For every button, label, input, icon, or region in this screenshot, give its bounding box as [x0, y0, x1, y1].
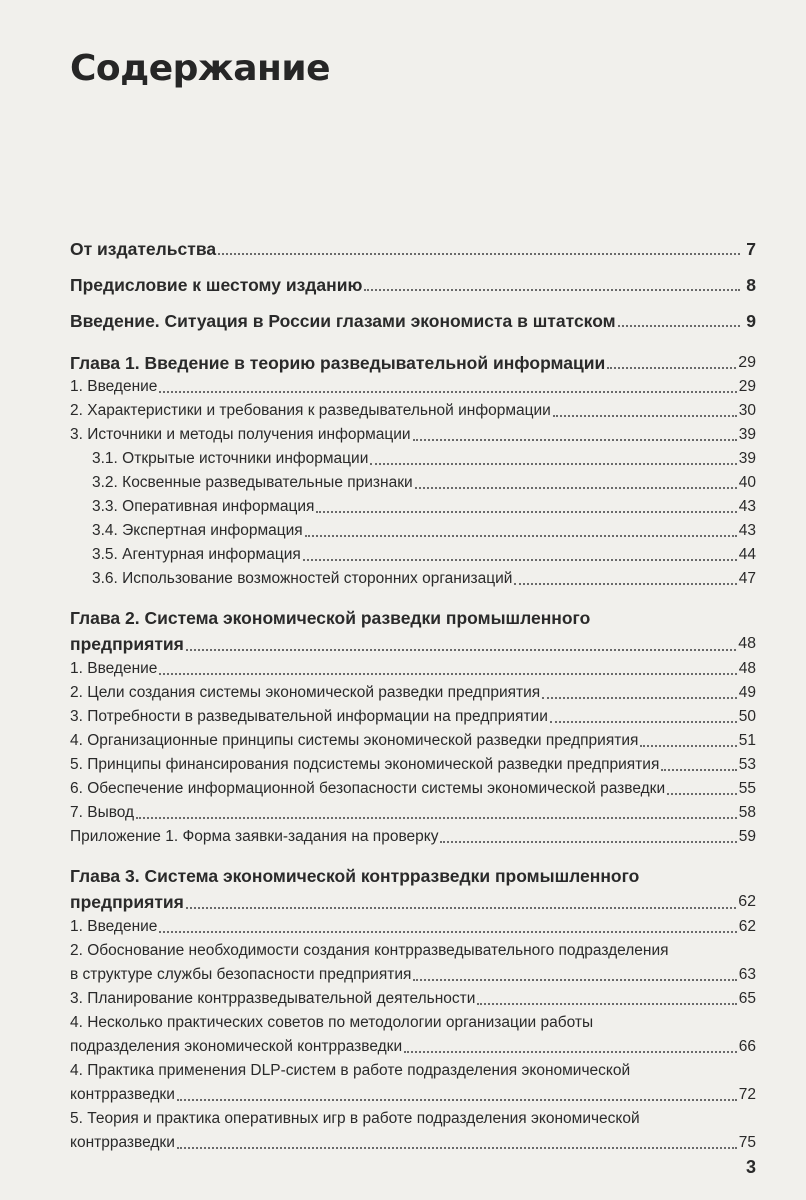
leader-dots [413, 439, 737, 441]
toc-page-number: 48 [738, 660, 756, 677]
toc-entry-text: 4. Несколько практических советов по методологии организации работы [70, 1014, 594, 1031]
toc-subentry[interactable] [70, 471, 756, 495]
chapter-title: Глава 1. Введение в теорию разведывательной информации [70, 353, 606, 373]
toc-subentry[interactable] [70, 567, 756, 591]
toc-page-number: 62 [738, 893, 756, 910]
leader-dots [305, 535, 737, 537]
toc-subentry[interactable] [70, 447, 756, 471]
leader-dots [316, 511, 736, 513]
toc-entry-text: 3.3. Оперативная информация [92, 498, 315, 515]
leader-dots [218, 253, 740, 255]
toc-page-number: 53 [738, 756, 756, 773]
toc-entry-text: контрразведки [70, 1134, 175, 1151]
toc-page-number: 29 [738, 354, 756, 371]
toc-page-number: 48 [738, 635, 756, 652]
toc-page-number: 63 [738, 966, 756, 983]
toc-entry[interactable] [70, 987, 756, 1011]
toc-entry[interactable] [70, 915, 756, 939]
leader-dots [159, 931, 736, 933]
toc-chapter-2[interactable] [70, 605, 756, 657]
leader-dots [370, 463, 736, 465]
toc-entry-appendix[interactable] [70, 825, 756, 849]
leader-dots [186, 907, 736, 909]
toc-page-number: 43 [738, 498, 756, 515]
toc-page-number: 39 [738, 450, 756, 467]
toc-entry-text: 2. Обоснование необходимости создания контрразведывательного подразделения [70, 942, 669, 959]
toc-page-number: 29 [738, 378, 756, 395]
leader-dots [413, 979, 736, 981]
toc-page-number: 40 [738, 474, 756, 491]
toc-page-number: 62 [738, 918, 756, 935]
leader-dots [177, 1099, 737, 1101]
toc-entry-text: 3. Источники и методы получения информации [70, 426, 411, 443]
toc-entry[interactable] [70, 681, 756, 705]
toc-page-number: 50 [738, 708, 756, 725]
toc-page-number: 9 [746, 311, 756, 331]
toc-entry-text: 3. Потребности в разведывательной информации на предприятии [70, 708, 548, 725]
toc-entry-text: 3.1. Открытые источники информации [92, 450, 369, 467]
toc-page-number: 51 [738, 732, 756, 749]
toc-entry-multiline[interactable] [70, 1011, 756, 1059]
chapter-title-line: предприятия [70, 634, 184, 654]
toc-page-number: 58 [738, 804, 756, 821]
leader-dots [303, 559, 737, 561]
toc-page-number: 65 [738, 990, 756, 1007]
toc-page-number: 47 [738, 570, 756, 587]
leader-dots [440, 841, 736, 843]
toc-entry-text: 4. Практика применения DLP-систем в работе подразделения экономической [70, 1062, 631, 1079]
toc-page-number: 72 [738, 1086, 756, 1103]
leader-dots [177, 1147, 737, 1149]
toc-entry-text: 3. Планирование контрразведывательной деятельности [70, 990, 476, 1007]
toc-page-number: 30 [738, 402, 756, 419]
table-of-contents [70, 227, 756, 1155]
toc-entry-text: 1. Введение [70, 378, 158, 395]
toc-entry-text: 3.6. Использование возможностей сторонних организаций [92, 570, 513, 587]
toc-entry[interactable] [70, 753, 756, 777]
toc-page-number: 7 [746, 239, 756, 259]
leader-dots [553, 415, 737, 417]
toc-entry-text: Предисловие к шестому изданию [70, 275, 363, 295]
chapter-title-line: Глава 2. Система экономической разведки промышленного [70, 608, 591, 628]
toc-entry-text: 5. Принципы финансирования подсистемы экономической разведки предприятия [70, 756, 660, 773]
toc-entry[interactable] [70, 423, 756, 447]
toc-entry-text: подразделения экономической контрразведки [70, 1038, 403, 1055]
toc-entry[interactable] [70, 375, 756, 399]
toc-entry[interactable] [70, 399, 756, 423]
leader-dots [661, 769, 736, 771]
toc-front-introduction[interactable] [70, 299, 756, 335]
toc-entry-text: Приложение 1. Форма заявки-задания на проверку [70, 828, 439, 845]
toc-entry-text: 5. Теория и практика оперативных игр в работе подразделения экономической [70, 1110, 640, 1127]
toc-entry-text: 4. Организационные принципы системы экономической разведки предприятия [70, 732, 639, 749]
toc-entry-text: 2. Характеристики и требования к разведывательной информации [70, 402, 551, 419]
leader-dots [640, 745, 736, 747]
toc-page-number: 66 [738, 1038, 756, 1055]
toc-page-number: 75 [738, 1134, 756, 1151]
toc-entry[interactable] [70, 777, 756, 801]
leader-dots [159, 391, 736, 393]
leader-dots [404, 1051, 737, 1053]
leader-dots [607, 367, 736, 369]
toc-front-preface[interactable] [70, 263, 756, 299]
toc-page-number: 55 [738, 780, 756, 797]
chapter-title-line: предприятия [70, 892, 184, 912]
toc-subentry[interactable] [70, 543, 756, 567]
toc-entry-text: 6. Обеспечение информационной безопасности системы экономической разведки [70, 780, 666, 797]
toc-entry-text: 3.5. Агентурная информация [92, 546, 301, 563]
toc-entry[interactable] [70, 657, 756, 681]
toc-page-number: 49 [738, 684, 756, 701]
toc-chapter-3[interactable] [70, 863, 756, 915]
toc-entry-text: 7. Вывод [70, 804, 135, 821]
leader-dots [186, 649, 736, 651]
toc-page-number: 39 [738, 426, 756, 443]
leader-dots [514, 583, 736, 585]
toc-entry-text: в структуре службы безопасности предприятия [70, 966, 412, 983]
leader-dots [477, 1003, 736, 1005]
leader-dots [618, 325, 740, 327]
toc-page-number: 43 [738, 522, 756, 539]
toc-page-number: 59 [738, 828, 756, 845]
toc-entry-text: 3.2. Косвенные разведывательные признаки [92, 474, 413, 491]
leader-dots [159, 673, 736, 675]
toc-subentry[interactable] [70, 495, 756, 519]
toc-entry-text: 2. Цели создания системы экономической разведки предприятия [70, 684, 541, 701]
toc-front-publisher[interactable] [70, 227, 756, 263]
page-number: 3 [745, 1157, 756, 1177]
leader-dots [667, 793, 737, 795]
chapter-title-line: Глава 3. Система экономической контрразведки промышленного [70, 866, 640, 886]
page-title: Содержание [70, 48, 331, 89]
leader-dots [550, 721, 737, 723]
toc-subentry[interactable] [70, 519, 756, 543]
toc-entry-text: 1. Введение [70, 660, 158, 677]
toc-entry-text: Введение. Ситуация в России глазами экономиста в штатском [70, 311, 616, 331]
toc-entry[interactable] [70, 801, 756, 825]
leader-dots [136, 817, 737, 819]
toc-chapter-1[interactable] [70, 351, 756, 375]
toc-entry-text: 3.4. Экспертная информация [92, 522, 303, 539]
toc-entry-multiline[interactable] [70, 1059, 756, 1107]
toc-entry[interactable] [70, 705, 756, 729]
toc-page-number: 8 [746, 275, 756, 295]
toc-entry-text: контрразведки [70, 1086, 175, 1103]
toc-entry-text: 1. Введение [70, 918, 158, 935]
toc-entry-text: От издательства [70, 239, 217, 259]
toc-entry-multiline[interactable] [70, 1107, 756, 1155]
toc-page-number: 44 [738, 546, 756, 563]
leader-dots [542, 697, 737, 699]
leader-dots [415, 487, 737, 489]
toc-entry[interactable] [70, 729, 756, 753]
leader-dots [364, 289, 740, 291]
toc-entry-multiline[interactable] [70, 939, 756, 987]
